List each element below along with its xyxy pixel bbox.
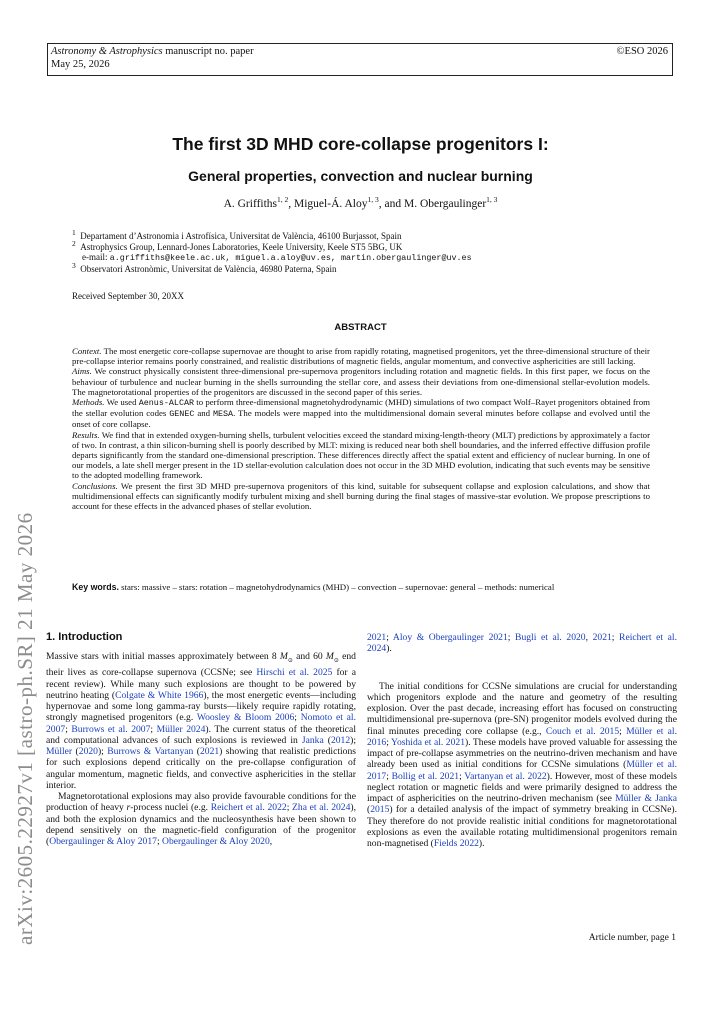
text: ); [350, 734, 356, 746]
code-name: GENEC [169, 409, 195, 420]
journal-name: Astronomy & Astrophysics [51, 46, 163, 57]
author-3: , and M. Obergaulinger [378, 198, 487, 210]
abstract-results [72, 430, 650, 481]
code-name: MESA [212, 409, 234, 420]
affiliation-number: 1 [72, 228, 76, 237]
text: Massive stars with initial masses approximately between 8 [46, 651, 280, 663]
context-label: Context. [72, 346, 102, 356]
text: ; [156, 836, 163, 848]
intro-paragraph-3 [367, 681, 677, 850]
email-addresses[interactable]: a.griffiths@keele.ac.uk, miguel.a.aloy@uv.es, martin.obergaulinger@uv.es [109, 253, 472, 264]
msun-symbol: M [279, 651, 288, 663]
citation-link[interactable]: Obergaulinger & Aloy 2020 [162, 836, 270, 848]
abstract-methods [72, 397, 650, 430]
text: ) for a detailed analysis of the impact of symmetry breaking in CCSNe). They therefore do not provide realistic initial conditions for magnetorotational explosions as even the available rotating multidimensional progenitors remain non-magnetised ( [367, 804, 677, 849]
running-header [47, 43, 673, 76]
methods-text: to perform three-dimensional magnetohydrodynamic (MHD) simulations of two compact Wolf–Rayet progenitors obtained from the stellar evolution codes [72, 397, 650, 419]
text: ) showing that realistic predictions for such explosions depend critically on the pre-collapse configuration of angular momentum, magnetic fields, and convective asphericities in the stellar interior. [46, 746, 357, 791]
citation-link[interactable]: Woosley & Bloom 2006 [196, 712, 295, 724]
aims-text: We construct physically consistent three-dimensional pre-supernova progenitors including rotation and magnetic fields. In this first paper, we focus on the behaviour of turbulence and nuclear burning in the shells surrounding the stellar core, and assess their deviations from one-dimensional stellar-evolution models. The magnetorotational properties of the progenitors are discussed in the second paper of this series. [72, 366, 650, 397]
text: ; [386, 632, 393, 643]
author-2: , Miguel-Á. Aloy [288, 198, 368, 210]
email-line [72, 252, 672, 264]
affiliations [72, 228, 672, 274]
context-text: The most energetic core-collapse supernovae are thought to arise from rapidly rotating, magnetised progenitors, yet the three-dimensional structure of their pre-collapse interior remains poorly constrained, and realistic distributions of magnetic fields, angular momentum, and convective asphericities are still lacking. [72, 346, 650, 367]
text: ), and both the explosion dynamics and the nucleosynthesis have been shown to depend sensitively on the magnetic-field configuration of the progenitor ( [46, 802, 356, 848]
msun-symbol: M [325, 651, 334, 663]
citation-link[interactable]: Müller et al. 2017 [367, 759, 677, 782]
citation-link[interactable]: 2020 [78, 746, 98, 758]
citation-link[interactable]: Colgate & White 1966 [115, 689, 204, 701]
text: ; [294, 712, 301, 724]
citation-link[interactable]: 2012 [330, 734, 351, 746]
intro-paragraph-2 [46, 791, 356, 847]
citation-link[interactable]: Reichert et al. 2024 [367, 632, 677, 655]
citation-link[interactable]: Zha et al. 2024 [292, 802, 351, 814]
text: ; [386, 736, 392, 748]
citation-link[interactable]: Müller 2024 [156, 723, 206, 735]
citation-link[interactable]: 2021 [592, 632, 612, 643]
citation-link[interactable]: Bugli et al. 2020 [515, 632, 586, 643]
citation-link[interactable]: Janka [301, 734, 324, 746]
text: ( [193, 746, 200, 758]
text: , [269, 836, 273, 848]
results-text: We find that in extended oxygen-burning shells, turbulent velocities exceed the standard mixing-length-theory (MLT) predictions by approximately a factor of two. In contrast, a thin silicon-burning shell is poorly described by MLT: mixing is reduced near both shell boundaries, and the inferred effective diffusion profile departs significantly from the standard one-dimensional prescription. These differences directly affect the spatial extent and efficiency of nuclear burning. In one of our models, a late shell merger present in the 1D stellar-evolution calculation does not occur in the 3D MHD evolution, indicating that such events may be sensitive to the adopted modelling framework. [72, 429, 650, 481]
citation-link[interactable]: Couch et al. 2015 [545, 725, 620, 737]
text: -process nuclei (e.g. [130, 802, 211, 814]
citation-link[interactable]: Nomoto et al. 2007 [46, 712, 356, 735]
received-date: Received September 30, 20XX [72, 291, 184, 301]
section-heading: 1. Introduction [46, 631, 123, 643]
conclusions-text: We present the first 3D MHD pre-supernova progenitors of this kind, suitable for subsequent collapse and explosion calculations, and show that multidimensional effects can significantly modify turbulent mixing and shell burning during the final stages of massive-star evolution. We propose prescriptions to account for these effects in the advanced phases of stellar evolution. [72, 480, 650, 512]
text: and 60 [292, 651, 326, 663]
paper-title: The first 3D MHD core-collapse progenitors I: [172, 134, 549, 154]
text: ; [386, 770, 392, 782]
text: ). [386, 643, 392, 655]
citation-link[interactable]: 2021 [367, 632, 387, 643]
affiliation-text: Observatori Astronòmic, Universitat de València, 46980 Paterna, Spain [80, 263, 337, 274]
text: The initial conditions for CCSNe simulations are crucial for understanding which progenitors explode and the nature and geometry of the resulting explosion. Over the past decade, increasing effort has focused on constructing multidimensional pre-supernova (pre-SN) progenitor models evolved during the final minutes preceding core collapse (e.g., [367, 680, 677, 737]
text: for a recent review). While many such explosions are thought to be powered by neutrino heating ( [46, 667, 356, 701]
citation-link[interactable]: Hirschi et al. 2025 [256, 667, 333, 679]
citation-link[interactable]: Bollig et al. 2021 [391, 770, 460, 782]
r-process-symbol: r [126, 802, 131, 814]
text: end their lives as core-collapse supernova (CCSNe; see [46, 651, 356, 679]
text: ). [478, 838, 485, 849]
right-column [367, 632, 677, 849]
text: ; [619, 725, 627, 737]
keywords-text: stars: massive – stars: rotation – magnetohydrodynamics (MHD) – convection – supernovae: general – methods: numerical [118, 582, 555, 592]
copyright: ©ESO 2026 [616, 46, 668, 57]
citation-link[interactable]: Müller [46, 746, 73, 758]
affiliation-text: Departament d’Astronomia i Astrofísica, Universitat de València, 46100 Burjassot, Spain [80, 231, 402, 241]
affiliation-3 [72, 260, 672, 275]
citation-link[interactable]: Burrows & Vartanyan [107, 746, 194, 758]
text: ). The current status of the theoretical and computational advances of such explosions is reviewed in [46, 723, 356, 746]
header-left [51, 46, 254, 71]
affiliation-number: 3 [72, 260, 76, 270]
citation-link[interactable]: Müller et al. 2016 [367, 725, 678, 748]
author-list [0, 195, 721, 210]
text: ). However, most of these models neglect rotation or magnetic fields and were primarily designed to address the impact of asphericities on the neutrino-driven mechanism (see [367, 770, 677, 804]
text: ; [459, 770, 465, 782]
text: ; [150, 723, 157, 735]
citation-link[interactable]: Obergaulinger & Aloy 2017 [49, 836, 157, 848]
affiliation-number: 2 [72, 238, 76, 248]
methods-text: We used [104, 397, 139, 408]
text: ( [72, 746, 79, 758]
author-2-affil: 1, 3 [367, 195, 379, 205]
text: , [585, 632, 593, 643]
page-footer: Article number, page 1 [588, 933, 676, 943]
citation-link[interactable]: Burrows et al. 2007 [71, 723, 151, 735]
text: ); [97, 746, 108, 758]
citation-link[interactable]: 2015 [370, 804, 390, 816]
abstract-conclusions [72, 481, 650, 512]
intro-paragraph-2-cont [367, 632, 677, 655]
affiliation-1 [72, 228, 672, 242]
conclusions-label: Conclusions. [72, 480, 118, 491]
citation-link[interactable]: Fields 2022 [433, 838, 479, 849]
manuscript-label: manuscript no. paper [162, 46, 254, 57]
code-name: Aenus-ALCAR [138, 398, 195, 409]
text: ; [65, 723, 72, 735]
aims-label: Aims. [72, 366, 92, 377]
text: ). These models have proved valuable for assessing the impact of pre-collapse asymmetries on the neutrino-driven mechanism and have already been used as initial conditions for CCSNe simulations ( [367, 736, 677, 771]
left-column [46, 632, 356, 847]
intro-paragraph-1: Massive stars with initial masses approximately between 8 $M_⊙$ and 60 $M_⊙$ end their lives as core-collapse supernova (CCSNe; see Hirschi et al. 2025 for a recent review). While many such explosions are thought to be powered by neutrino heating (Colgate & White 1966), the most energetic events—including hypernovae and some long gamma-ray bursts—likely require rapidly rotating, strongly magnetised progenitors (e.g. Woosley & Bloom 2006; Nomoto et al. 2007; Burrows et al. 2007; Müller 2024). The current status of the theoretical and computational advances of such explosions is reviewed in Janka (2012); Müller (2020); Burrows & Vartanyan (2021) showing that realistic predictions for such explosions depend critically on the pre-collapse configuration of angular momentum, magnetic fields, and convective asphericities in the stellar interior. [46, 651, 357, 791]
affiliation-text: Astrophysics Group, Lennard-Jones Laboratories, Keele University, Keele ST5 5BG, UK [80, 241, 403, 252]
text: ; [611, 632, 620, 643]
author-1-affil: 1, 2 [277, 195, 289, 205]
text: ; [507, 632, 516, 643]
citation-link[interactable]: Yoshida et al. 2021 [391, 736, 465, 748]
results-label: Results. [72, 429, 100, 440]
text: ), the most energetic events—including hypernovae and some long gamma-ray bursts—likely require rapidly rotating, strongly magnetised progenitors (e.g. [46, 689, 357, 724]
methods-label: Methods. [72, 397, 105, 408]
citation-link[interactable]: Vartanyan et al. 2022 [464, 770, 547, 782]
citation-link[interactable]: 2021 [199, 746, 220, 758]
arxiv-stamp: arXiv:2605.22927v1 [astro-ph.SR] 21 May 2026 [13, 512, 37, 945]
keywords-label: Key words. [72, 582, 119, 592]
abstract-context [72, 346, 650, 366]
column-gap [367, 655, 677, 681]
methods-text: and [194, 408, 213, 419]
abstract-aims [72, 366, 650, 397]
text: ; [286, 802, 293, 814]
author-1: A. Griffiths [223, 198, 278, 210]
paper-subtitle: General properties, convection and nuclear burning [188, 168, 533, 184]
abstract [72, 346, 650, 511]
abstract-heading: ABSTRACT [334, 322, 387, 333]
keywords [72, 582, 650, 592]
text: ( [323, 734, 331, 746]
text: Magnetorotational explosions may also provide favourable conditions for the production of heavy [46, 791, 356, 814]
citation-link[interactable]: Aloy & Obergaulinger 2021 [392, 632, 508, 643]
methods-text: . The models were mapped into the multidimensional domain several minutes before collapse and evolved until the onset of core collapse. [72, 408, 650, 430]
header-date: May 25, 2026 [51, 58, 110, 70]
author-3-affil: 1, 3 [486, 195, 498, 205]
citation-link[interactable]: Müller & Janka [615, 793, 677, 804]
affiliation-2 [72, 238, 672, 253]
text: ( [367, 804, 371, 816]
citation-link[interactable]: Reichert et al. 2022 [210, 802, 287, 814]
email-prefix: e-mail: [82, 252, 110, 263]
